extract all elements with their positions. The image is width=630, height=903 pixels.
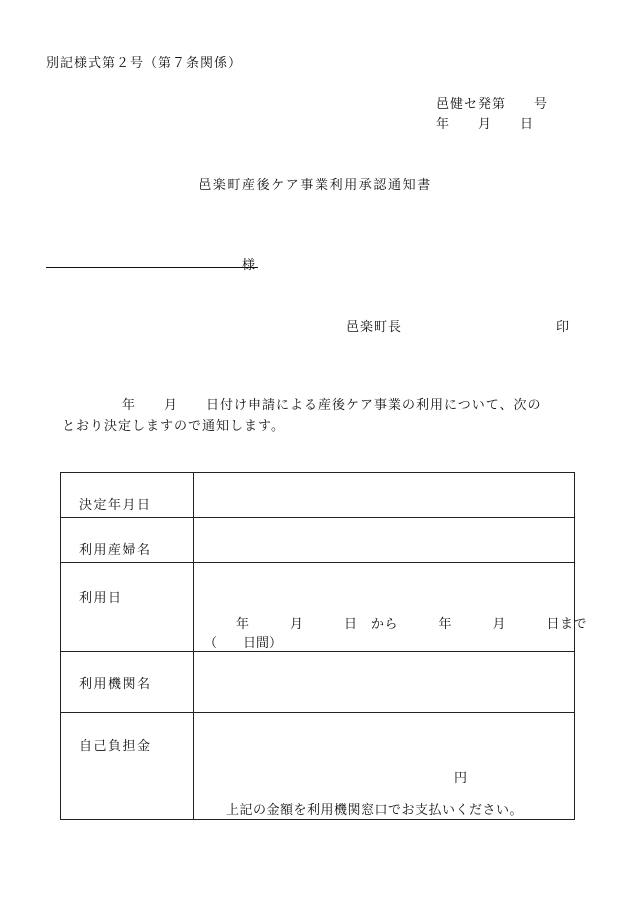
decision-date-value xyxy=(194,473,575,518)
decision-date-label: 決定年月日 xyxy=(61,473,194,518)
period-range: 年 月 日 から 年 月 日まで xyxy=(236,617,588,632)
document-number: 邑健セ発第 号 xyxy=(436,97,549,112)
issuer-name: 邑楽町長 xyxy=(346,320,403,335)
copay-value-cell xyxy=(194,713,575,820)
seal-mark: 印 xyxy=(556,320,570,335)
user-name-label: 利用産婦名 xyxy=(61,518,194,563)
copay-label: 自己負担金 xyxy=(61,713,194,820)
body-text-line-2: とおり決定しますので通知します。 xyxy=(62,419,285,434)
period-value-cell xyxy=(194,563,588,652)
body-text-line-1: 年 月 日付け申請による産後ケア事業の利用について、次の xyxy=(122,398,542,413)
recipient-honorific: 様 xyxy=(242,258,256,273)
table-row-copay xyxy=(61,713,575,820)
period-label: 利用日 xyxy=(61,563,194,652)
recipient-name-line xyxy=(46,267,258,268)
table-row-decision-date xyxy=(61,473,575,518)
document-date: 年 月 日 xyxy=(436,117,535,132)
facility-value xyxy=(194,652,575,713)
table-row-facility xyxy=(61,652,575,713)
period-days: （ 日間） xyxy=(204,636,283,651)
copay-payment-note: 上記の金額を利用機関窓口でお支払いください。 xyxy=(226,803,524,818)
facility-label: 利用機関名 xyxy=(61,652,194,713)
table-row-period xyxy=(61,563,575,652)
form-label: 別記様式第２号（第７条関係） xyxy=(46,56,243,71)
document-title: 邑楽町産後ケア事業利用承認通知書 xyxy=(198,178,432,193)
copay-yen-unit: 円 xyxy=(454,771,468,786)
table-row-user xyxy=(61,518,575,563)
user-name-value xyxy=(194,518,575,563)
detail-table xyxy=(60,472,588,820)
